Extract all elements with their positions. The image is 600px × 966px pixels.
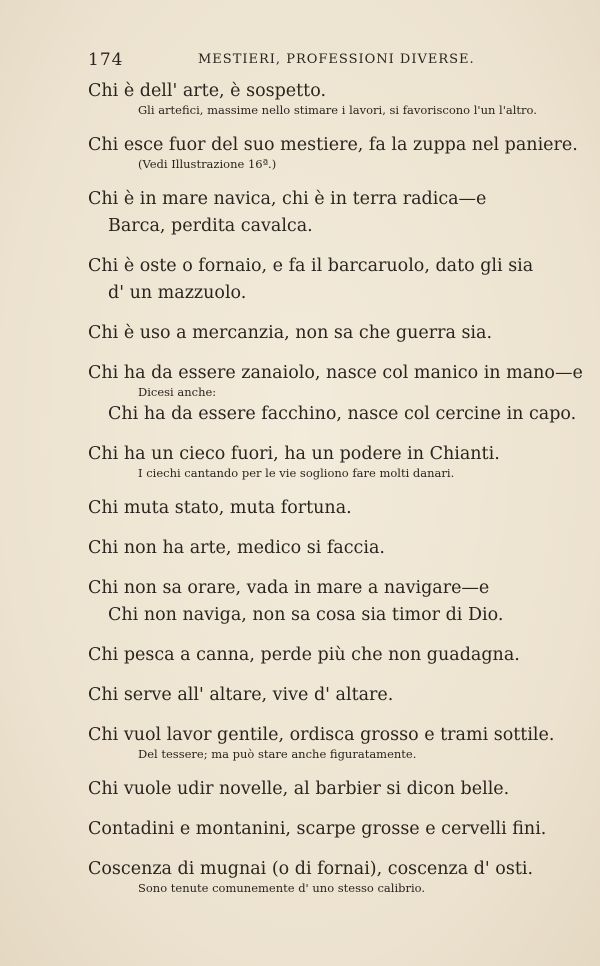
- proverb-note: (Vedi Illustrazione 16ª.): [138, 157, 277, 171]
- proverb-line: d' un mazzuolo.: [108, 283, 247, 303]
- proverb-line: Chi esce fuor del suo mestiere, fa la zuppa nel paniere.: [88, 135, 578, 155]
- proverb-line: Chi è in mare navica, chi è in terra radica—e: [88, 189, 487, 209]
- proverb-note: Gli artefici, massime nello stimare i lavori, si favoriscono l'un l'altro.: [138, 103, 537, 117]
- proverb-line: Chi serve all' altare, vive d' altare.: [88, 685, 394, 705]
- proverb-entry: [88, 360, 583, 428]
- running-title: MESTIERI, PROFESSIONI DIVERSE.: [198, 52, 475, 67]
- proverb-line: Chi ha da essere zanaiolo, nasce col manico in mano—e: [88, 363, 583, 383]
- proverb-line: Chi vuole udir novelle, al barbier si dicon belle.: [88, 779, 510, 799]
- proverb-line: Contadini e montanini, scarpe grosse e cervelli fini.: [88, 819, 547, 839]
- proverb-line: Barca, perdita cavalca.: [108, 216, 313, 236]
- proverb-line: Chi non naviga, non sa cosa sia timor di Dio.: [108, 605, 504, 625]
- proverb-entry: [88, 722, 555, 763]
- proverb-line: Chi muta stato, muta fortuna.: [88, 498, 352, 518]
- proverb-entry: [88, 495, 548, 522]
- proverb-entry: [88, 575, 548, 629]
- proverb-entry: [88, 186, 548, 240]
- proverb-line: Coscenza di mugnai (o di fornai), coscenza d' osti.: [88, 859, 534, 879]
- proverb-line: Chi non ha arte, medico si faccia.: [88, 538, 385, 558]
- proverb-entry: [88, 682, 548, 709]
- proverb-line: Chi ha un cieco fuori, ha un podere in Chianti.: [88, 444, 500, 464]
- proverb-note: Dicesi anche:: [138, 385, 217, 399]
- proverb-entry: [88, 816, 548, 843]
- proverb-line: Chi è dell' arte, è sospetto.: [88, 81, 327, 101]
- proverb-list: [88, 78, 583, 897]
- proverb-entry: [88, 535, 548, 562]
- proverb-entry: [88, 776, 548, 803]
- proverb-entry: [88, 642, 548, 669]
- proverb-line: Chi è uso a mercanzia, non sa che guerra sia.: [88, 323, 493, 343]
- proverb-entry: [88, 320, 548, 347]
- proverb-line: Chi ha da essere facchino, nasce col cercine in capo.: [108, 404, 577, 424]
- page-number: 174: [88, 50, 124, 70]
- proverb-note: I ciechi cantando per le vie sogliono fare molti danari.: [138, 466, 455, 480]
- proverb-entry: [88, 253, 548, 307]
- proverb-line: Chi è oste o fornaio, e fa il barcaruolo, dato gli sia: [88, 256, 534, 276]
- proverb-line: Chi pesca a canna, perde più che non guadagna.: [88, 645, 520, 665]
- proverb-line: Chi non sa orare, vada in mare a navigare—e: [88, 578, 490, 598]
- proverb-entry: [88, 78, 548, 119]
- proverb-line: Chi vuol lavor gentile, ordisca grosso e trami sottile.: [88, 725, 555, 745]
- proverb-entry: [88, 132, 578, 173]
- proverb-entry: [88, 441, 548, 482]
- proverb-entry: [88, 856, 548, 897]
- proverb-note: Sono tenute comunemente d' uno stesso calibrio.: [138, 881, 426, 895]
- proverb-note: Del tessere; ma può stare anche figuratamente.: [138, 747, 417, 761]
